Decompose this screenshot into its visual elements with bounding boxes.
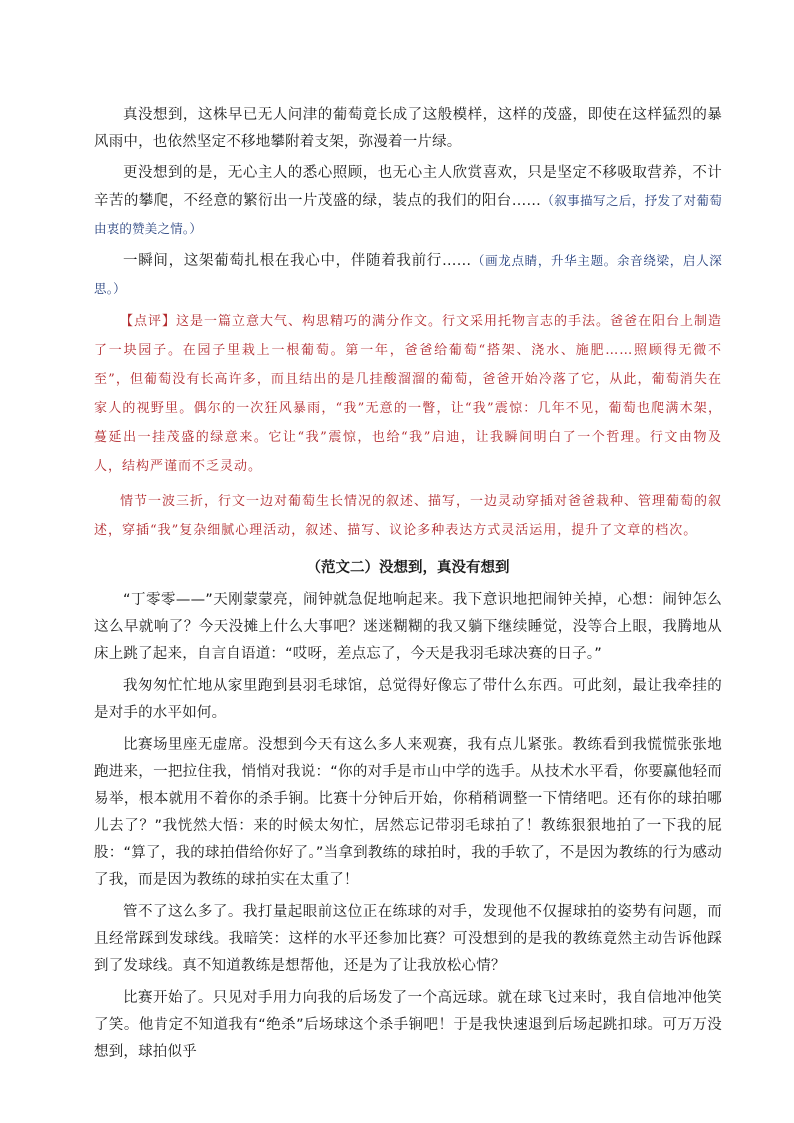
comment-paragraph-1: 【点评】这是一篇立意大气、构思精巧的满分作文。行文采用托物言志的手法。爸爸在阳台上制造了一块园子。在园子里栽上一根葡萄。第一年，爸爸给葡萄“搭架、浇水、施肥……照顾得无微不至”，但葡萄没有长高许多，而且结出的是几挂酸溜溜的葡萄，爸爸开始冷落了它，从此，葡萄消失在家人的视野里。偶尔的一次狂风暴雨，“我”无意的一瞥，让“我”震惊：几年不见，葡萄也爬满木架，蔓延出一挂茂盛的绿意来。它让“我”震惊，也给“我”启迪，让我瞬间明白了一个哲理。行文由物及人，结构严谨而不乏灵动。 [94,314,723,474]
essay2-paragraph-4: 管不了这么多了。我打量起眼前这位正在练球的对手，发现他不仅握球拍的姿势有问题，而且经常踩到发球线。我暗笑：这样的水平还参加比赛？可没想到的是我的教练竟然主动告诉他踩到了发球线。真不知道教练是想帮他，还是为了让我放松心情？ [94,904,722,974]
essay2-paragraph-1: “丁零零——”天刚蒙蒙亮，闹钟就急促地响起来。我下意识地把闹钟关掉，心想：闹钟怎么这么早就响了？今天没摊上什么大事吧？迷迷糊糊的我又躺下继续睡觉，没等合上眼，我腾地从床上跳了起来，自言自语道：“哎呀，差点忘了，今天是我羽毛球决赛的日子。” [94,592,722,662]
essay2-body [94,587,722,1066]
essay2-paragraph-5: 比赛开始了。只见对手用力向我的后场发了一个高远球。就在球飞过来时，我自信地冲他笑了笑。他肯定不知道我有“绝杀”后场球这个杀手锏吧！于是我快速退到后场起跳扣球。可万万没想到，球拍似乎 [94,990,722,1060]
essay2-title: （范文二）没想到，真没有想到 [306,560,510,576]
essay1-paragraph-3-text: 一瞬间，这架葡萄扎根在我心中，伴随着我前行…… [123,253,472,269]
essay1-paragraph-2-text: 更没想到的是，无心主人的悉心照顾，也无心主人欣赏喜欢，只是坚定不移吸取营养，不计辛苦的攀爬，不经意的繁衍出一片茂盛的绿，装点的我们的阳台…… [94,165,722,209]
essay1-paragraph-1: 真没想到，这株早已无人问津的葡萄竟长成了这般模样，这样的茂盛，即使在这样猛烈的暴风雨中，也依然坚定不移地攀附着支架，弥漫着一片绿。 [94,107,722,150]
document-body [94,102,722,1071]
essay2-paragraph-3: 比赛场里座无虚席。没想到今天有这么多人来观赛，我有点儿紧张。教练看到我慌慌张张地跑进来，一把拉住我，悄悄对我说：“你的对手是市山中学的选手。从技术水平看，你要赢他轻而易举，根本就用不着你的杀手锏。比赛十分钟后开始，你稍稍调整一下情绪吧。还有你的球拍哪儿去了？”我恍然大悟：来的时候太匆忙，居然忘记带羽毛球拍了！教练狠狠地拍了一下我的屁股：“算了，我的球拍借给你好了。”当拿到教练的球拍时，我的手软了，不是因为教练的行为感动了我，而是因为教练的球拍实在太重了！ [94,737,722,888]
essay1-annotation-2: （画龙点睛，升华主题。余音绕梁，启人深思。） [94,253,722,296]
comment-paragraph-2: 情节一波三折，行文一边对葡萄生长情况的叙述、描写，一边灵动穿插对爸爸栽种、管理葡萄的叙述，穿插“我”复杂细腻心理活动，叙述、描写、议论多种表达方式灵活运用，提升了文章的档次。 [94,494,723,538]
essay1-paragraph-2 [94,160,722,243]
essay1-paragraph-3 [94,247,722,303]
essay2-paragraph-2: 我匆匆忙忙地从家里跑到县羽毛球馆，总觉得好像忘了带什么东西。可此刻，最让我牵挂的是对手的水平如何。 [94,678,722,721]
essay1-annotation-1: （叙事描写之后，抒发了对葡萄由衷的赞美之情。） [94,193,722,236]
